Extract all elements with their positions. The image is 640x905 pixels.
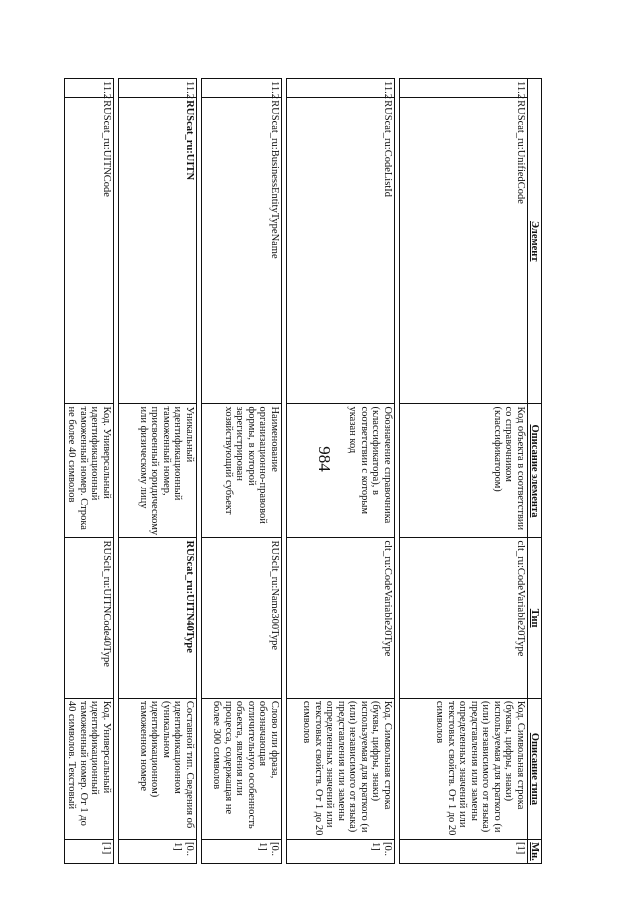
table-header-row [528,79,542,864]
element-description: Наименование организационно-правовой формы, в которой зарегистрирован хозяйствующий субъект [202,404,282,538]
element-name: RUScat_ru:UnifiedCode [400,98,528,404]
element-description: Обозначение справочника (классификатора), в соответствии с которым указан код [287,404,395,538]
row-number: 11.2 [65,79,114,98]
row-gap [114,79,119,864]
row-gap-cell [395,79,400,864]
type-description: Код. Универсальный идентификационный таможенный номер. От 1 до 40 символов. Текстовый [65,698,114,839]
row-gap [282,79,287,864]
header-type: Тип [528,538,542,698]
table-row [287,79,395,864]
element-name: RUScat_ru:UITNCode [65,98,114,404]
row-gap [395,79,400,864]
row-number: 11.2 [119,79,197,98]
page-number: 984 [315,446,334,472]
element-name: RUScat_ru:CodeListId [287,98,395,404]
row-number: 11.2 [287,79,395,98]
element-description: Уникальный идентификационный таможенный номер, присвоенный юридическому или физическому лицу [119,404,197,538]
type-description: Код. Символьная строка (буквы, цифры, знаки) используемая для краткого (и (или) независимого от языка) представления или замены определенных значений или текстовых свойств. От 1 до 20 символов [400,698,528,839]
element-name: RUScat_ru:BusinessEntityTypeName [202,98,282,404]
row-gap-cell [197,79,202,864]
element-description: Код. Универсальный идентификационный таможенный номер. Строка не более 40 символов [65,404,114,538]
element-table [64,78,542,864]
row-gap-cell [114,79,119,864]
type-name: RUSclt_ru:Name300Type [202,538,282,698]
element-description: Код объекта в соответствии со справочником (классификатором) [400,404,528,538]
header-element: Элемент [528,79,542,404]
type-name: clt_ru:CodeVariable20Type [287,538,395,698]
table-row [202,79,282,864]
type-description: Составной тип. Сведения об идентификационном (уникальном идентификационном) таможенном номере [119,698,197,839]
header-element-description: Описание элемента [528,404,542,538]
multiplicity: [0..1] [119,840,197,864]
multiplicity: [1] [65,840,114,864]
type-name: clt_ru:CodeVariable20Type [400,538,528,698]
table-container [66,78,542,864]
multiplicity: [0..1] [287,840,395,864]
type-name: RUSclt_ru:UITNCode40Type [65,538,114,698]
type-description: Код. Символьная строка (буквы, цифры, знаки) используемая для краткого (и (или) независимого от языка) представления или замены определенных значений или текстовых свойств. От 1 до 20 символов [287,698,395,839]
row-gap-cell [282,79,287,864]
multiplicity: [1] [400,840,528,864]
header-multiplicity: Мн. [528,840,542,864]
table-row [119,79,197,864]
element-name: RUScat_ru:UITN [119,98,197,404]
row-number: 11.2 [400,79,528,98]
type-description: Слово или фраза, обозначающая отличительную особенность объекта, явления или процесса, содержащая не более 300 символов [202,698,282,839]
header-type-description: Описание типа [528,698,542,839]
type-name: RUScat_ru:UITN40Type [119,538,197,698]
multiplicity: [0..1] [202,840,282,864]
table-row [65,79,114,864]
row-number: 11.2 [202,79,282,98]
table-row [400,79,528,864]
row-gap [197,79,202,864]
